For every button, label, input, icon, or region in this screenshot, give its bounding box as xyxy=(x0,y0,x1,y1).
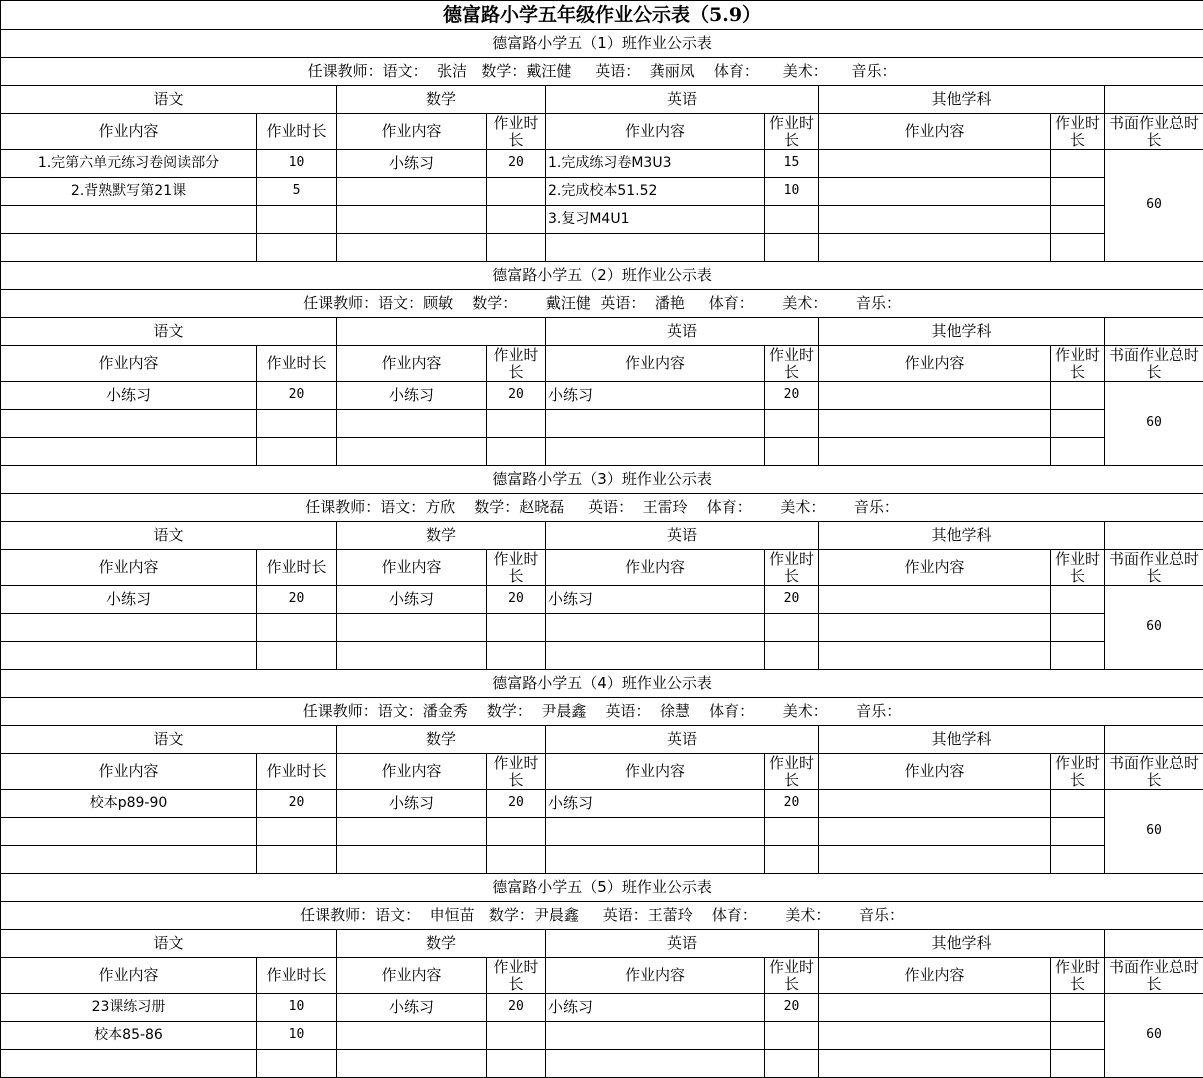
table-row xyxy=(1,586,1203,614)
col-chinese-duration: 作业时长 xyxy=(257,346,337,382)
teachers-line: 任课教师：语文：潘金秀 数学： 尹晨鑫 英语： 徐慧 体育： 美术： 音乐： xyxy=(1,698,1203,726)
english-content xyxy=(546,642,765,670)
others-duration xyxy=(1051,382,1105,410)
col-math-content: 作业内容 xyxy=(337,550,487,586)
subject-header-row xyxy=(1,86,1203,114)
class-heading-row xyxy=(1,670,1203,698)
col-total-duration: 书面作业总时长 xyxy=(1105,550,1203,586)
table-row xyxy=(1,642,1203,670)
chinese-duration xyxy=(257,410,337,438)
others-content xyxy=(819,382,1051,410)
subject-math: 数学 xyxy=(337,86,546,114)
math-duration: 20 xyxy=(487,150,546,178)
others-content xyxy=(819,790,1051,818)
others-content xyxy=(819,178,1051,206)
math-duration xyxy=(487,818,546,846)
english-duration: 20 xyxy=(765,586,819,614)
english-duration xyxy=(765,846,819,874)
math-content xyxy=(337,234,487,262)
table-row xyxy=(1,410,1203,438)
chinese-duration: 10 xyxy=(257,1022,337,1050)
total-duration: 60 xyxy=(1105,382,1203,466)
others-duration xyxy=(1051,642,1105,670)
teachers-line: 任课教师：语文： 申恒苗 数学：尹晨鑫 英语：王蕾玲 体育： 美术： 音乐： xyxy=(1,902,1203,930)
chinese-content xyxy=(1,234,257,262)
chinese-duration: 10 xyxy=(257,994,337,1022)
math-content: 小练习 xyxy=(337,150,487,178)
chinese-duration xyxy=(257,818,337,846)
teachers-row xyxy=(1,698,1203,726)
others-content xyxy=(819,234,1051,262)
chinese-content xyxy=(1,614,257,642)
others-content xyxy=(819,586,1051,614)
chinese-content: 校本p89-90 xyxy=(1,790,257,818)
math-duration xyxy=(487,1022,546,1050)
col-others-duration: 作业时长 xyxy=(1051,346,1105,382)
math-content xyxy=(337,206,487,234)
teachers-row xyxy=(1,58,1203,86)
math-duration xyxy=(487,642,546,670)
english-content xyxy=(546,410,765,438)
subject-blank xyxy=(1105,522,1203,550)
english-content: 小练习 xyxy=(546,382,765,410)
table-row xyxy=(1,1050,1203,1078)
total-duration: 60 xyxy=(1105,994,1203,1078)
english-content xyxy=(546,1050,765,1078)
math-content xyxy=(337,846,487,874)
col-others-content: 作业内容 xyxy=(819,754,1051,790)
col-math-duration: 作业时长 xyxy=(487,114,546,150)
english-content xyxy=(546,614,765,642)
col-math-duration: 作业时长 xyxy=(487,550,546,586)
chinese-duration xyxy=(257,234,337,262)
others-duration xyxy=(1051,586,1105,614)
others-duration xyxy=(1051,178,1105,206)
others-duration xyxy=(1051,818,1105,846)
col-chinese-content: 作业内容 xyxy=(1,958,257,994)
math-content xyxy=(337,1050,487,1078)
others-duration xyxy=(1051,150,1105,178)
english-duration xyxy=(765,410,819,438)
subject-blank xyxy=(1105,318,1203,346)
table-row xyxy=(1,614,1203,642)
total-duration: 60 xyxy=(1105,790,1203,874)
subject-header-row xyxy=(1,726,1203,754)
class-heading: 德富路小学五（5）班作业公示表 xyxy=(1,874,1203,902)
col-others-content: 作业内容 xyxy=(819,114,1051,150)
subject-chinese: 语文 xyxy=(1,86,337,114)
others-content xyxy=(819,206,1051,234)
subject-chinese: 语文 xyxy=(1,930,337,958)
math-content xyxy=(337,818,487,846)
table-body xyxy=(1,1,1203,1078)
col-english-content: 作业内容 xyxy=(546,958,765,994)
math-duration xyxy=(487,178,546,206)
chinese-content xyxy=(1,438,257,466)
chinese-content: 1.完第六单元练习卷阅读部分 xyxy=(1,150,257,178)
english-content xyxy=(546,846,765,874)
class-heading: 德富路小学五（3）班作业公示表 xyxy=(1,466,1203,494)
math-content: 小练习 xyxy=(337,382,487,410)
class-heading-row xyxy=(1,874,1203,902)
table-row xyxy=(1,994,1203,1022)
english-duration xyxy=(765,1022,819,1050)
col-english-content: 作业内容 xyxy=(546,346,765,382)
subject-blank xyxy=(1105,930,1203,958)
math-content xyxy=(337,614,487,642)
english-content xyxy=(546,234,765,262)
col-total-duration: 书面作业总时长 xyxy=(1105,346,1203,382)
others-content xyxy=(819,994,1051,1022)
col-chinese-content: 作业内容 xyxy=(1,550,257,586)
chinese-content: 校本85-86 xyxy=(1,1022,257,1050)
others-content xyxy=(819,150,1051,178)
chinese-content xyxy=(1,410,257,438)
chinese-content: 小练习 xyxy=(1,586,257,614)
english-content xyxy=(546,1022,765,1050)
others-duration xyxy=(1051,790,1105,818)
math-content: 小练习 xyxy=(337,586,487,614)
col-math-duration: 作业时长 xyxy=(487,958,546,994)
table-row xyxy=(1,438,1203,466)
chinese-content: 23课练习册 xyxy=(1,994,257,1022)
math-content xyxy=(337,1022,487,1050)
page-title: 德富路小学五年级作业公示表（5.9） xyxy=(1,1,1203,30)
col-math-duration: 作业时长 xyxy=(487,346,546,382)
math-content: 小练习 xyxy=(337,994,487,1022)
col-others-duration: 作业时长 xyxy=(1051,114,1105,150)
class-heading-row xyxy=(1,262,1203,290)
others-duration xyxy=(1051,234,1105,262)
col-others-duration: 作业时长 xyxy=(1051,550,1105,586)
others-duration xyxy=(1051,846,1105,874)
column-header-row xyxy=(1,346,1203,382)
col-math-duration: 作业时长 xyxy=(487,754,546,790)
chinese-content xyxy=(1,1050,257,1078)
col-others-content: 作业内容 xyxy=(819,346,1051,382)
total-duration: 60 xyxy=(1105,586,1203,670)
col-chinese-content: 作业内容 xyxy=(1,754,257,790)
subject-math: 数学 xyxy=(337,930,546,958)
others-content xyxy=(819,614,1051,642)
math-duration xyxy=(487,206,546,234)
col-chinese-duration: 作业时长 xyxy=(257,550,337,586)
chinese-duration: 20 xyxy=(257,586,337,614)
math-duration xyxy=(487,614,546,642)
english-content: 2.完成校本51.52 xyxy=(546,178,765,206)
title-row xyxy=(1,1,1203,30)
math-content xyxy=(337,410,487,438)
col-english-content: 作业内容 xyxy=(546,754,765,790)
subject-others: 其他学科 xyxy=(819,86,1105,114)
math-content xyxy=(337,178,487,206)
others-content xyxy=(819,438,1051,466)
subject-english: 英语 xyxy=(546,318,819,346)
chinese-content xyxy=(1,206,257,234)
subject-english: 英语 xyxy=(546,930,819,958)
teachers-row xyxy=(1,290,1203,318)
table-row xyxy=(1,178,1203,206)
math-content xyxy=(337,642,487,670)
english-duration xyxy=(765,234,819,262)
english-content: 小练习 xyxy=(546,586,765,614)
english-duration: 20 xyxy=(765,994,819,1022)
chinese-content: 2.背熟默写第21课 xyxy=(1,178,257,206)
teachers-row xyxy=(1,902,1203,930)
math-duration xyxy=(487,1050,546,1078)
english-duration xyxy=(765,642,819,670)
others-duration xyxy=(1051,410,1105,438)
column-header-row xyxy=(1,550,1203,586)
subject-chinese: 语文 xyxy=(1,522,337,550)
math-duration xyxy=(487,234,546,262)
english-duration xyxy=(765,206,819,234)
others-duration xyxy=(1051,1050,1105,1078)
chinese-duration: 20 xyxy=(257,790,337,818)
chinese-duration: 20 xyxy=(257,382,337,410)
subject-others: 其他学科 xyxy=(819,318,1105,346)
english-content: 小练习 xyxy=(546,994,765,1022)
english-content: 小练习 xyxy=(546,790,765,818)
col-math-content: 作业内容 xyxy=(337,114,487,150)
chinese-content xyxy=(1,846,257,874)
subject-math: 数学 xyxy=(337,726,546,754)
col-english-duration: 作业时长 xyxy=(765,754,819,790)
col-others-content: 作业内容 xyxy=(819,958,1051,994)
col-english-duration: 作业时长 xyxy=(765,550,819,586)
others-content xyxy=(819,642,1051,670)
col-english-content: 作业内容 xyxy=(546,550,765,586)
class-heading: 德富路小学五（4）班作业公示表 xyxy=(1,670,1203,698)
col-total-duration: 书面作业总时长 xyxy=(1105,958,1203,994)
col-math-content: 作业内容 xyxy=(337,346,487,382)
subject-others: 其他学科 xyxy=(819,726,1105,754)
chinese-content xyxy=(1,642,257,670)
col-math-content: 作业内容 xyxy=(337,958,487,994)
subject-header-row xyxy=(1,318,1203,346)
col-others-duration: 作业时长 xyxy=(1051,754,1105,790)
total-duration: 60 xyxy=(1105,150,1203,262)
class-heading: 德富路小学五（2）班作业公示表 xyxy=(1,262,1203,290)
col-chinese-duration: 作业时长 xyxy=(257,114,337,150)
subject-chinese: 语文 xyxy=(1,726,337,754)
table-row xyxy=(1,150,1203,178)
chinese-content xyxy=(1,818,257,846)
col-others-content: 作业内容 xyxy=(819,550,1051,586)
subject-math: 数学 xyxy=(337,522,546,550)
math-duration xyxy=(487,410,546,438)
math-content: 小练习 xyxy=(337,790,487,818)
english-duration xyxy=(765,614,819,642)
chinese-duration xyxy=(257,614,337,642)
subject-chinese: 语文 xyxy=(1,318,337,346)
others-duration xyxy=(1051,1022,1105,1050)
others-duration xyxy=(1051,438,1105,466)
class-heading-row xyxy=(1,466,1203,494)
col-total-duration: 书面作业总时长 xyxy=(1105,114,1203,150)
class-heading: 德富路小学五（1）班作业公示表 xyxy=(1,30,1203,58)
subject-others: 其他学科 xyxy=(819,930,1105,958)
english-duration xyxy=(765,818,819,846)
table-row xyxy=(1,1022,1203,1050)
others-content xyxy=(819,1050,1051,1078)
chinese-duration xyxy=(257,642,337,670)
col-english-duration: 作业时长 xyxy=(765,346,819,382)
math-duration xyxy=(487,846,546,874)
subject-header-row xyxy=(1,930,1203,958)
table-row xyxy=(1,818,1203,846)
table-row xyxy=(1,846,1203,874)
subject-english: 英语 xyxy=(546,726,819,754)
chinese-duration xyxy=(257,846,337,874)
math-duration: 20 xyxy=(487,994,546,1022)
table-row xyxy=(1,790,1203,818)
col-chinese-duration: 作业时长 xyxy=(257,754,337,790)
english-duration: 10 xyxy=(765,178,819,206)
table-row xyxy=(1,234,1203,262)
english-duration: 15 xyxy=(765,150,819,178)
others-duration xyxy=(1051,206,1105,234)
col-chinese-duration: 作业时长 xyxy=(257,958,337,994)
chinese-duration xyxy=(257,438,337,466)
english-content: 3.复习M4U1 xyxy=(546,206,765,234)
teachers-line: 任课教师：语文： 张洁 数学：戴汪健 英语： 龚丽凤 体育： 美术： 音乐： xyxy=(1,58,1203,86)
chinese-duration xyxy=(257,206,337,234)
others-duration xyxy=(1051,614,1105,642)
math-duration: 20 xyxy=(487,586,546,614)
table-row xyxy=(1,206,1203,234)
col-chinese-content: 作业内容 xyxy=(1,114,257,150)
col-english-content: 作业内容 xyxy=(546,114,765,150)
english-duration: 20 xyxy=(765,382,819,410)
subject-header-row xyxy=(1,522,1203,550)
others-duration xyxy=(1051,994,1105,1022)
col-english-duration: 作业时长 xyxy=(765,114,819,150)
col-total-duration: 书面作业总时长 xyxy=(1105,754,1203,790)
table-row xyxy=(1,382,1203,410)
others-content xyxy=(819,410,1051,438)
english-duration xyxy=(765,1050,819,1078)
column-header-row xyxy=(1,958,1203,994)
others-content xyxy=(819,818,1051,846)
english-content xyxy=(546,818,765,846)
chinese-duration: 5 xyxy=(257,178,337,206)
english-content: 1.完成练习卷M3U3 xyxy=(546,150,765,178)
subject-english: 英语 xyxy=(546,522,819,550)
teachers-row xyxy=(1,494,1203,522)
english-duration xyxy=(765,438,819,466)
math-duration: 20 xyxy=(487,790,546,818)
math-content xyxy=(337,438,487,466)
teachers-line: 任课教师：语文：顾敏 数学： 戴汪健 英语： 潘艳 体育： 美术： 音乐： xyxy=(1,290,1203,318)
column-header-row xyxy=(1,114,1203,150)
chinese-duration xyxy=(257,1050,337,1078)
others-content xyxy=(819,846,1051,874)
teachers-line: 任课教师：语文：方欣 数学：赵晓磊 英语： 王雷玲 体育： 美术： 音乐： xyxy=(1,494,1203,522)
col-english-duration: 作业时长 xyxy=(765,958,819,994)
subject-blank xyxy=(1105,86,1203,114)
math-duration xyxy=(487,438,546,466)
column-header-row xyxy=(1,754,1203,790)
chinese-content: 小练习 xyxy=(1,382,257,410)
class-heading-row xyxy=(1,30,1203,58)
math-duration: 20 xyxy=(487,382,546,410)
col-math-content: 作业内容 xyxy=(337,754,487,790)
english-duration: 20 xyxy=(765,790,819,818)
subject-others: 其他学科 xyxy=(819,522,1105,550)
subject-blank xyxy=(1105,726,1203,754)
col-chinese-content: 作业内容 xyxy=(1,346,257,382)
others-content xyxy=(819,1022,1051,1050)
chinese-duration: 10 xyxy=(257,150,337,178)
subject-english: 英语 xyxy=(546,86,819,114)
col-others-duration: 作业时长 xyxy=(1051,958,1105,994)
subject-math xyxy=(337,318,546,346)
english-content xyxy=(546,438,765,466)
